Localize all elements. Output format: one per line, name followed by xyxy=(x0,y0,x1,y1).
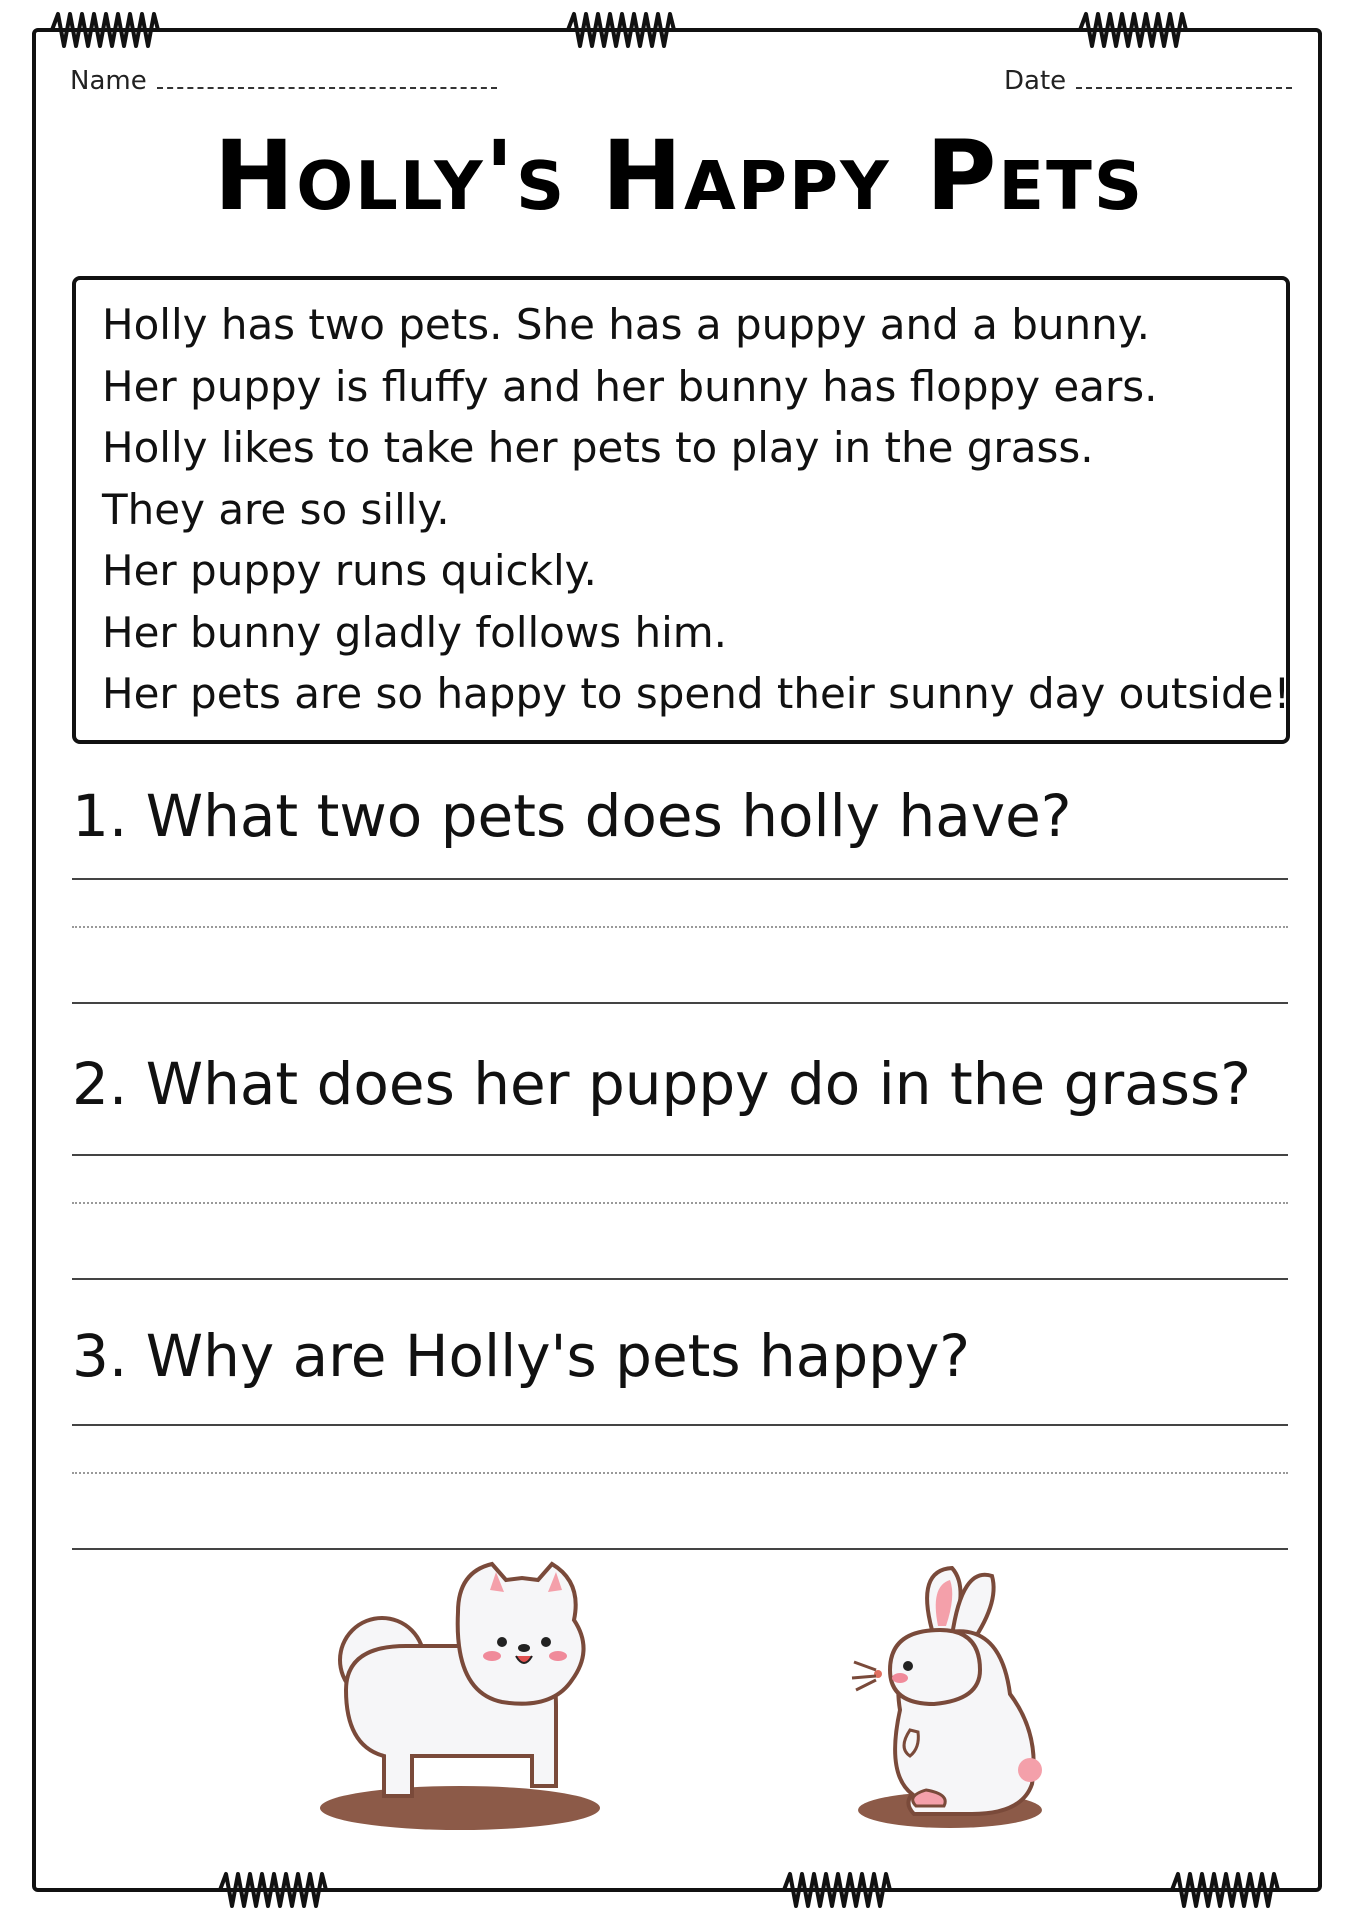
top-right-squiggle-decoration xyxy=(1068,8,1198,52)
name-blank-line[interactable] xyxy=(157,83,497,89)
answer-line-top[interactable] xyxy=(72,878,1288,880)
answer-line-bottom[interactable] xyxy=(72,1002,1288,1004)
answer-line-bottom[interactable] xyxy=(72,1278,1288,1280)
page-title: Holly's Happy Pets xyxy=(213,120,1145,232)
top-center-squiggle-decoration xyxy=(556,8,686,52)
name-label: Name xyxy=(70,66,147,96)
date-label: Date xyxy=(1004,66,1067,96)
passage-line: Her bunny gladly follows him. xyxy=(102,607,728,657)
passage-line: Her puppy runs quickly. xyxy=(102,546,597,595)
name-field[interactable] xyxy=(70,66,497,96)
top-left-squiggle-decoration xyxy=(40,8,170,52)
bottom-center-squiggle-decoration xyxy=(772,1868,902,1912)
puppy-illustration xyxy=(310,1560,610,1840)
question-2: 2. What does her puppy do in the grass? xyxy=(72,1050,1252,1118)
passage-line: Holly has two pets. She has a puppy and a bunny. xyxy=(102,300,1150,349)
answer-line-top[interactable] xyxy=(72,1424,1288,1426)
passage-line: Holly likes to take her pets to play in the grass. xyxy=(102,423,1094,472)
answer-line-middle[interactable] xyxy=(72,1472,1288,1474)
reading-passage-box xyxy=(72,276,1290,744)
answer-line-middle[interactable] xyxy=(72,926,1288,928)
date-field[interactable] xyxy=(1004,66,1292,96)
answer-line-top[interactable] xyxy=(72,1154,1288,1156)
question-3: 3. Why are Holly's pets happy? xyxy=(72,1322,971,1390)
passage-line: Her puppy is fluffy and her bunny has floppy ears. xyxy=(102,361,1158,411)
date-blank-line[interactable] xyxy=(1076,83,1292,89)
bottom-right-squiggle-decoration xyxy=(1160,1868,1290,1912)
answer-line-bottom[interactable] xyxy=(72,1548,1288,1550)
passage-line: They are so silly. xyxy=(102,484,450,534)
bunny-illustration xyxy=(840,1560,1050,1840)
question-1: 1. What two pets does holly have? xyxy=(72,782,1072,850)
bottom-left-squiggle-decoration xyxy=(208,1868,338,1912)
answer-line-middle[interactable] xyxy=(72,1202,1288,1204)
passage-line: Her pets are so happy to spend their sunny day outside! xyxy=(102,669,1291,718)
